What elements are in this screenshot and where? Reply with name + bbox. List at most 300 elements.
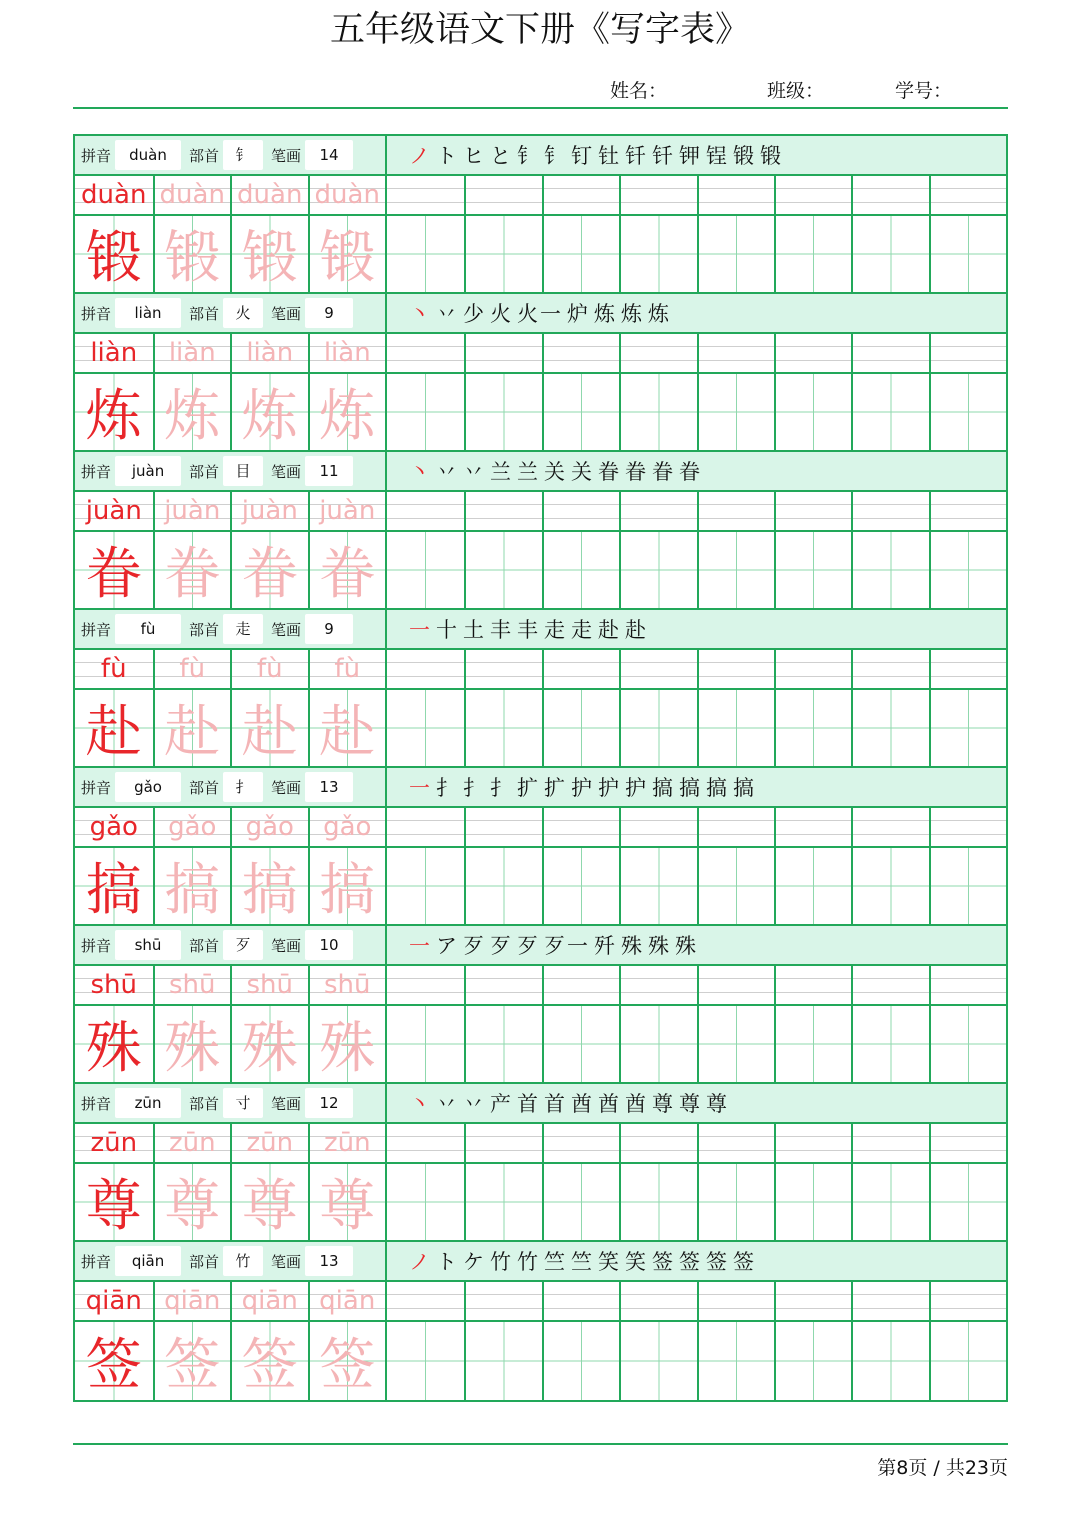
- pinyin-trace: duàn: [153, 176, 231, 216]
- character-practice-cell: [774, 690, 851, 768]
- character-practice-cell: [774, 848, 851, 926]
- radical-label: 部首: [189, 778, 220, 797]
- radical-label: 部首: [189, 146, 220, 165]
- radical-label: 部首: [189, 1094, 220, 1113]
- pinyin-sample: duàn: [75, 176, 153, 216]
- pinyin-value: qiān: [115, 1246, 181, 1276]
- stroke-step: 丷: [436, 1092, 459, 1116]
- pinyin-label: 拼音: [81, 304, 112, 323]
- strokes-value: 10: [305, 930, 353, 960]
- pinyin-practice-cell: [851, 176, 928, 216]
- pinyin-sample: liàn: [75, 334, 153, 374]
- stroke-step: 丰: [490, 618, 513, 642]
- character-practice-cell: [542, 1164, 619, 1242]
- stroke-step: 锻: [733, 144, 756, 168]
- stroke-step: 签: [733, 1250, 756, 1274]
- pinyin-practice-cell: [542, 966, 619, 1006]
- pinyin-sample: juàn: [75, 492, 153, 532]
- character-trace: 眷: [153, 532, 231, 610]
- pinyin-sample: gǎo: [75, 808, 153, 848]
- stroke-step: 竹: [490, 1250, 513, 1274]
- stroke-step: 扌: [490, 776, 513, 800]
- pinyin-practice-cell: [464, 334, 541, 374]
- pinyin-trace: fù: [153, 650, 231, 690]
- stroke-order: [387, 136, 1006, 176]
- character-block: [75, 1084, 1006, 1242]
- stroke-step: ノ: [409, 144, 432, 168]
- character-trace: 尊: [153, 1164, 231, 1242]
- radical-value: 竹: [223, 1246, 263, 1276]
- character-practice-cell: [697, 1322, 774, 1400]
- character-practice-cell: [619, 1164, 696, 1242]
- stroke-step: 少: [463, 302, 486, 326]
- character-sample: 锻: [75, 216, 153, 294]
- radical-value: 走: [223, 614, 263, 644]
- character-practice-cell: [929, 848, 1006, 926]
- character-practice-cell: [851, 1322, 928, 1400]
- bottom-divider: [73, 1443, 1008, 1445]
- pinyin-practice-cell: [387, 176, 464, 216]
- strokes-value: 14: [305, 140, 353, 170]
- character-practice-cell: [929, 374, 1006, 452]
- character-trace: 搞: [308, 848, 386, 926]
- stroke-step: 殊: [675, 934, 698, 958]
- stroke-order: [387, 1242, 1006, 1282]
- stroke-step: 赴: [625, 618, 648, 642]
- character-practice-cell: [387, 848, 464, 926]
- stroke-step: 丶: [409, 302, 432, 326]
- char-info: [75, 452, 387, 492]
- pinyin-practice-cell: [851, 334, 928, 374]
- pinyin-practice-cell: [619, 650, 696, 690]
- stroke-step: 钅: [544, 144, 567, 168]
- pinyin-practice-cell: [542, 1282, 619, 1322]
- pinyin-practice-cell: [774, 1282, 851, 1322]
- pinyin-practice-cell: [929, 334, 1006, 374]
- strokes-value: 9: [305, 298, 353, 328]
- radical-value: 火: [223, 298, 263, 328]
- pinyin-label: 拼音: [81, 620, 112, 639]
- character-practice-cell: [929, 690, 1006, 768]
- stroke-step: 走: [544, 618, 567, 642]
- pinyin-practice-cell: [387, 966, 464, 1006]
- strokes-label: 笔画: [271, 620, 302, 639]
- pinyin-label: 拼音: [81, 462, 112, 481]
- pinyin-label: 拼音: [81, 778, 112, 797]
- pinyin-practice-cell: [464, 1282, 541, 1322]
- pinyin-sample: zūn: [75, 1124, 153, 1164]
- character-sample: 炼: [75, 374, 153, 452]
- pinyin-practice-cell: [464, 808, 541, 848]
- radical-label: 部首: [189, 462, 220, 481]
- stroke-step: 钉: [571, 144, 594, 168]
- strokes-label: 笔画: [271, 778, 302, 797]
- student-info: [0, 76, 1080, 102]
- pinyin-practice-cell: [697, 966, 774, 1006]
- stroke-step: 笑: [625, 1250, 648, 1274]
- stroke-step: 竹: [517, 1250, 540, 1274]
- character-practice-cell: [851, 216, 928, 294]
- pinyin-practice-cell: [387, 808, 464, 848]
- radical-value: 歹: [223, 930, 263, 960]
- pinyin-practice-cell: [464, 650, 541, 690]
- character-block: [75, 768, 1006, 926]
- character-practice-cell: [387, 1006, 464, 1084]
- page-title: 五年级语文下册《写字表》: [329, 10, 750, 50]
- pinyin-value: zūn: [115, 1088, 181, 1118]
- stroke-step: ア: [436, 934, 459, 958]
- character-sample: 搞: [75, 848, 153, 926]
- name-label: 姓名：: [610, 80, 668, 102]
- pinyin-practice-cell: [774, 334, 851, 374]
- stroke-step: 尊: [679, 1092, 702, 1116]
- pinyin-trace: shū: [308, 966, 386, 1006]
- character-practice-cell: [464, 690, 541, 768]
- pinyin-sample: shū: [75, 966, 153, 1006]
- stroke-order: [387, 452, 1006, 492]
- character-practice-cell: [851, 1006, 928, 1084]
- character-practice-cell: [542, 690, 619, 768]
- pinyin-practice-cell: [619, 334, 696, 374]
- stroke-step: 护: [571, 776, 594, 800]
- character-practice-cell: [619, 532, 696, 610]
- character-practice-cell: [774, 1322, 851, 1400]
- stroke-step: 尊: [706, 1092, 729, 1116]
- page-number: 第8页 / 共23页: [877, 1457, 1008, 1479]
- character-practice-cell: [464, 1164, 541, 1242]
- stroke-step: 关: [544, 460, 567, 484]
- stroke-step: 钎: [652, 144, 675, 168]
- radical-label: 部首: [189, 620, 220, 639]
- character-trace: 殊: [230, 1006, 308, 1084]
- pinyin-practice-cell: [929, 176, 1006, 216]
- stroke-step: 护: [598, 776, 621, 800]
- pinyin-practice-cell: [697, 1282, 774, 1322]
- stroke-step: 搞: [679, 776, 702, 800]
- character-practice-cell: [774, 1164, 851, 1242]
- pinyin-trace: shū: [230, 966, 308, 1006]
- pinyin-trace: liàn: [308, 334, 386, 374]
- character-practice-cell: [697, 216, 774, 294]
- pinyin-trace: duàn: [308, 176, 386, 216]
- character-practice-cell: [542, 1006, 619, 1084]
- pinyin-practice-cell: [929, 492, 1006, 532]
- pinyin-practice-cell: [619, 1124, 696, 1164]
- stroke-step: 搞: [706, 776, 729, 800]
- stroke-step: 火一: [517, 302, 563, 326]
- character-practice-cell: [697, 690, 774, 768]
- stroke-step: 一: [409, 618, 432, 642]
- pinyin-practice-cell: [851, 808, 928, 848]
- character-sample: 尊: [75, 1164, 153, 1242]
- pinyin-practice-cell: [542, 650, 619, 690]
- character-block: [75, 1242, 1006, 1400]
- pinyin-trace: juàn: [153, 492, 231, 532]
- pinyin-trace: qiān: [230, 1282, 308, 1322]
- pinyin-practice-cell: [929, 1282, 1006, 1322]
- stroke-step: 兰: [517, 460, 540, 484]
- character-block: [75, 926, 1006, 1084]
- character-practice-cell: [851, 1164, 928, 1242]
- pinyin-practice-cell: [851, 1124, 928, 1164]
- pinyin-practice-cell: [929, 966, 1006, 1006]
- character-trace: 殊: [308, 1006, 386, 1084]
- stroke-order: [387, 1084, 1006, 1124]
- stroke-step: 钎: [625, 144, 648, 168]
- stroke-step: 炉: [567, 302, 590, 326]
- practice-sheet: [73, 134, 1008, 1402]
- pinyin-value: shū: [115, 930, 181, 960]
- stroke-step: 竺: [544, 1250, 567, 1274]
- pinyin-value: liàn: [115, 298, 181, 328]
- stroke-step: 一: [409, 776, 432, 800]
- pinyin-practice-cell: [851, 966, 928, 1006]
- character-practice-cell: [387, 1322, 464, 1400]
- character-block: [75, 294, 1006, 452]
- character-trace: 眷: [230, 532, 308, 610]
- stroke-step: ケ: [463, 1250, 486, 1274]
- pinyin-value: gǎo: [115, 772, 181, 802]
- pinyin-practice-cell: [929, 1124, 1006, 1164]
- character-practice-cell: [464, 848, 541, 926]
- stroke-step: 丷: [463, 460, 486, 484]
- stroke-step: 锃: [706, 144, 729, 168]
- pinyin-practice-cell: [542, 1124, 619, 1164]
- character-trace: 签: [230, 1322, 308, 1400]
- stroke-step: 钅: [517, 144, 540, 168]
- stroke-step: 锻: [760, 144, 783, 168]
- character-block: [75, 610, 1006, 768]
- character-trace: 搞: [230, 848, 308, 926]
- character-trace: 赴: [308, 690, 386, 768]
- stroke-step: 首: [517, 1092, 540, 1116]
- stroke-step: 丰: [517, 618, 540, 642]
- pinyin-value: juàn: [115, 456, 181, 486]
- stroke-step: 扩: [517, 776, 540, 800]
- pinyin-practice-cell: [774, 650, 851, 690]
- character-practice-cell: [464, 532, 541, 610]
- stroke-step: 丶: [409, 1092, 432, 1116]
- character-trace: 锻: [153, 216, 231, 294]
- strokes-value: 11: [305, 456, 353, 486]
- radical-label: 部首: [189, 1252, 220, 1271]
- character-practice-cell: [774, 216, 851, 294]
- stroke-step: 炼: [621, 302, 644, 326]
- pinyin-trace: fù: [308, 650, 386, 690]
- pinyin-practice-cell: [774, 808, 851, 848]
- character-practice-cell: [387, 1164, 464, 1242]
- character-practice-cell: [619, 848, 696, 926]
- strokes-label: 笔画: [271, 462, 302, 481]
- pinyin-trace: gǎo: [153, 808, 231, 848]
- char-info: [75, 1084, 387, 1124]
- pinyin-practice-cell: [929, 808, 1006, 848]
- character-sample: 赴: [75, 690, 153, 768]
- character-trace: 搞: [153, 848, 231, 926]
- character-practice-cell: [542, 532, 619, 610]
- character-practice-cell: [619, 216, 696, 294]
- character-practice-cell: [387, 532, 464, 610]
- character-sample: 殊: [75, 1006, 153, 1084]
- pinyin-practice-cell: [697, 1124, 774, 1164]
- stroke-step: 扩: [544, 776, 567, 800]
- character-practice-cell: [929, 532, 1006, 610]
- pinyin-practice-cell: [387, 1282, 464, 1322]
- pinyin-trace: zūn: [308, 1124, 386, 1164]
- character-block: [75, 452, 1006, 610]
- stroke-order: [387, 926, 1006, 966]
- pinyin-practice-cell: [619, 1282, 696, 1322]
- strokes-value: 13: [305, 1246, 353, 1276]
- pinyin-practice-cell: [542, 492, 619, 532]
- stroke-step: 歹: [490, 934, 513, 958]
- stroke-step: 产: [490, 1092, 513, 1116]
- character-trace: 签: [308, 1322, 386, 1400]
- stroke-step: 钾: [679, 144, 702, 168]
- stroke-step: と: [490, 144, 513, 168]
- stroke-step: 首: [544, 1092, 567, 1116]
- character-practice-cell: [929, 1006, 1006, 1084]
- stroke-step: 赴: [598, 618, 621, 642]
- stroke-step: 签: [706, 1250, 729, 1274]
- stroke-step: 眷: [679, 460, 702, 484]
- top-divider: [73, 107, 1008, 109]
- character-trace: 炼: [230, 374, 308, 452]
- character-practice-cell: [464, 216, 541, 294]
- character-trace: 殊: [153, 1006, 231, 1084]
- character-practice-cell: [774, 1006, 851, 1084]
- char-info: [75, 768, 387, 808]
- character-practice-cell: [851, 532, 928, 610]
- stroke-step: 兰: [490, 460, 513, 484]
- stroke-order: [387, 610, 1006, 650]
- pinyin-trace: zūn: [230, 1124, 308, 1164]
- character-practice-cell: [851, 690, 928, 768]
- stroke-step: ヒ: [463, 144, 486, 168]
- pinyin-sample: fù: [75, 650, 153, 690]
- stroke-step: 竺: [571, 1250, 594, 1274]
- stroke-step: 一: [409, 934, 432, 958]
- pinyin-trace: liàn: [153, 334, 231, 374]
- pinyin-practice-cell: [542, 176, 619, 216]
- character-trace: 锻: [308, 216, 386, 294]
- character-practice-cell: [542, 216, 619, 294]
- character-practice-cell: [697, 1006, 774, 1084]
- pinyin-practice-cell: [387, 650, 464, 690]
- stroke-step: 丷: [436, 460, 459, 484]
- pinyin-practice-cell: [774, 176, 851, 216]
- stroke-step: 炼: [594, 302, 617, 326]
- stroke-step: 护: [625, 776, 648, 800]
- char-info: [75, 926, 387, 966]
- stroke-order: [387, 768, 1006, 808]
- character-practice-cell: [697, 374, 774, 452]
- strokes-label: 笔画: [271, 1094, 302, 1113]
- character-practice-cell: [387, 374, 464, 452]
- stroke-step: 殊: [648, 934, 671, 958]
- pinyin-trace: shū: [153, 966, 231, 1006]
- character-block: [75, 136, 1006, 294]
- character-practice-cell: [464, 1006, 541, 1084]
- pinyin-practice-cell: [387, 334, 464, 374]
- pinyin-practice-cell: [774, 492, 851, 532]
- pinyin-practice-cell: [542, 334, 619, 374]
- stroke-step: 殊: [621, 934, 644, 958]
- pinyin-practice-cell: [542, 808, 619, 848]
- stroke-step: 十: [436, 618, 459, 642]
- pinyin-practice-cell: [619, 176, 696, 216]
- stroke-step: 走: [571, 618, 594, 642]
- stroke-step: ト: [436, 144, 459, 168]
- stroke-step: 丷: [436, 302, 459, 326]
- pinyin-practice-cell: [774, 966, 851, 1006]
- stroke-step: 火: [490, 302, 513, 326]
- stroke-step: 歹一: [544, 934, 590, 958]
- pinyin-trace: juàn: [308, 492, 386, 532]
- stroke-step: 关: [571, 460, 594, 484]
- pinyin-practice-cell: [697, 808, 774, 848]
- pinyin-practice-cell: [697, 492, 774, 532]
- char-info: [75, 610, 387, 650]
- pinyin-sample: qiān: [75, 1282, 153, 1322]
- character-trace: 签: [153, 1322, 231, 1400]
- stroke-step: 歼: [594, 934, 617, 958]
- pinyin-label: 拼音: [81, 146, 112, 165]
- class-label: 班级：: [767, 80, 825, 102]
- pinyin-label: 拼音: [81, 936, 112, 955]
- stroke-step: 笑: [598, 1250, 621, 1274]
- character-practice-cell: [542, 374, 619, 452]
- number-label: 学号：: [895, 80, 953, 102]
- pinyin-practice-cell: [464, 966, 541, 1006]
- character-practice-cell: [387, 216, 464, 294]
- stroke-step: 土: [463, 618, 486, 642]
- character-trace: 炼: [308, 374, 386, 452]
- stroke-step: ノ: [409, 1250, 432, 1274]
- pinyin-practice-cell: [697, 334, 774, 374]
- strokes-label: 笔画: [271, 304, 302, 323]
- stroke-step: 丷: [463, 1092, 486, 1116]
- character-practice-cell: [387, 690, 464, 768]
- pinyin-trace: fù: [230, 650, 308, 690]
- stroke-step: 酋: [598, 1092, 621, 1116]
- stroke-step: 歹: [463, 934, 486, 958]
- character-trace: 炼: [153, 374, 231, 452]
- pinyin-practice-cell: [774, 1124, 851, 1164]
- pinyin-trace: duàn: [230, 176, 308, 216]
- character-practice-cell: [464, 1322, 541, 1400]
- stroke-step: 扌: [436, 776, 459, 800]
- character-practice-cell: [542, 1322, 619, 1400]
- pinyin-practice-cell: [387, 492, 464, 532]
- stroke-step: 钍: [598, 144, 621, 168]
- character-practice-cell: [851, 848, 928, 926]
- pinyin-practice-cell: [619, 808, 696, 848]
- character-practice-cell: [619, 1006, 696, 1084]
- radical-label: 部首: [189, 936, 220, 955]
- strokes-label: 笔画: [271, 146, 302, 165]
- pinyin-practice-cell: [697, 650, 774, 690]
- stroke-step: 眷: [598, 460, 621, 484]
- char-info: [75, 136, 387, 176]
- stroke-step: ト: [436, 1250, 459, 1274]
- pinyin-practice-cell: [851, 650, 928, 690]
- stroke-step: 丶: [409, 460, 432, 484]
- character-trace: 赴: [153, 690, 231, 768]
- pinyin-practice-cell: [464, 492, 541, 532]
- pinyin-label: 拼音: [81, 1252, 112, 1271]
- stroke-step: 酋: [625, 1092, 648, 1116]
